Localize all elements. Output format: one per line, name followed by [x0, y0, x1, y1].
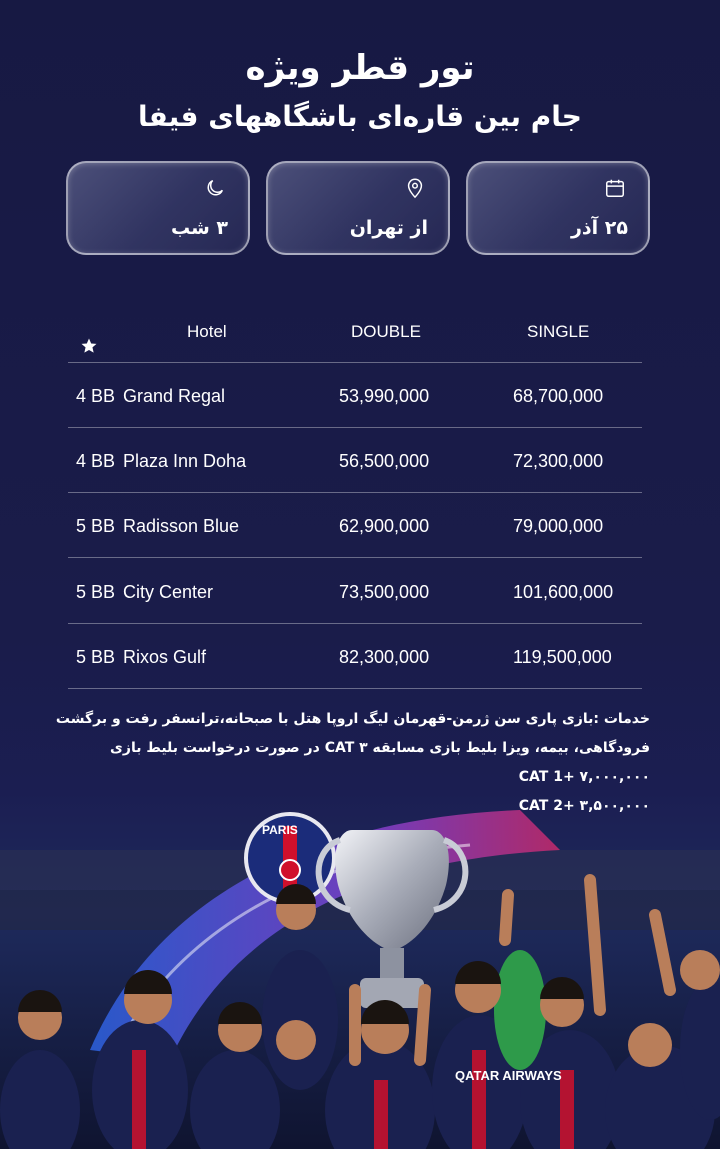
nights-card: [66, 161, 250, 255]
nights-label: ۳ شب: [170, 217, 228, 239]
location-pin-icon: [404, 177, 426, 199]
moon-icon: [204, 177, 226, 199]
hotel-rating: 4 BB: [76, 451, 116, 471]
services-line-3: CAT 1+ ۷,۰۰۰,۰۰۰: [518, 769, 650, 785]
star-icon: [80, 337, 98, 355]
table-divider: [68, 492, 642, 493]
hotel-name: City Center: [123, 582, 214, 602]
page-title: تور قطر ویژه: [245, 48, 475, 88]
services-line-4: CAT 2+ ۳,۵۰۰,۰۰۰: [518, 798, 650, 814]
table-row: [0, 647, 720, 677]
photo-illustration: [0, 790, 720, 1149]
hotel-name: Grand Regal: [123, 386, 226, 406]
kit-sponsor-text: QATAR AIRWAYS: [455, 1068, 562, 1083]
table-divider: [68, 427, 642, 428]
date-label: ۲۵ آذر: [570, 217, 628, 239]
services-text: [55, 705, 650, 821]
double-price: 56,500,000: [339, 451, 430, 471]
double-price: 73,500,000: [339, 582, 430, 602]
single-price: 68,700,000: [513, 386, 604, 406]
column-header-hotel: Hotel: [187, 322, 227, 341]
double-price: 82,300,000: [339, 647, 430, 667]
double-price: 53,990,000: [339, 386, 430, 406]
hotel-name: Radisson Blue: [123, 516, 240, 536]
table-divider: [68, 557, 642, 558]
origin-label: از تهران: [349, 217, 428, 239]
hotel-name: Rixos Gulf: [123, 647, 207, 667]
table-row: [0, 386, 720, 416]
hotel-rating: 5 BB: [76, 516, 116, 536]
calendar-icon: [604, 177, 626, 199]
single-price: 72,300,000: [513, 451, 604, 471]
single-price: 79,000,000: [513, 516, 604, 536]
hotel-name: Plaza Inn Doha: [123, 451, 247, 471]
hotel-rating: 5 BB: [76, 647, 116, 667]
table-row: [0, 451, 720, 481]
services-line-1: خدمات :بازی پاری سن ژرمن-قهرمان لیگ اروپا هتل با صبحانه،ترانسفر رفت و برگشت: [55, 711, 650, 727]
table-row: [0, 582, 720, 612]
hotel-rating: 5 BB: [76, 582, 116, 602]
table-row: [0, 516, 720, 546]
table-divider: [68, 362, 642, 363]
table-divider: [68, 688, 642, 689]
team-celebration-photo: [0, 790, 720, 1149]
single-price: 119,500,000: [513, 647, 612, 667]
column-header-double: DOUBLE: [351, 322, 421, 341]
date-card: [466, 161, 650, 255]
double-price: 62,900,000: [339, 516, 430, 536]
services-line-2: فرودگاهی، بیمه، ویزا بلیط بازی مسابقه CAT ۳ در صورت درخواست بلیط بازی: [110, 740, 650, 756]
hotel-rating: 4 BB: [76, 386, 116, 406]
single-price: 101,600,000: [513, 582, 614, 602]
crest-text: PARIS: [262, 823, 298, 837]
page-subtitle: جام بین قاره‌ای باشگاههای فیفا: [138, 100, 582, 133]
origin-card: [266, 161, 450, 255]
table-divider: [68, 623, 642, 624]
column-header-single: SINGLE: [527, 322, 590, 341]
